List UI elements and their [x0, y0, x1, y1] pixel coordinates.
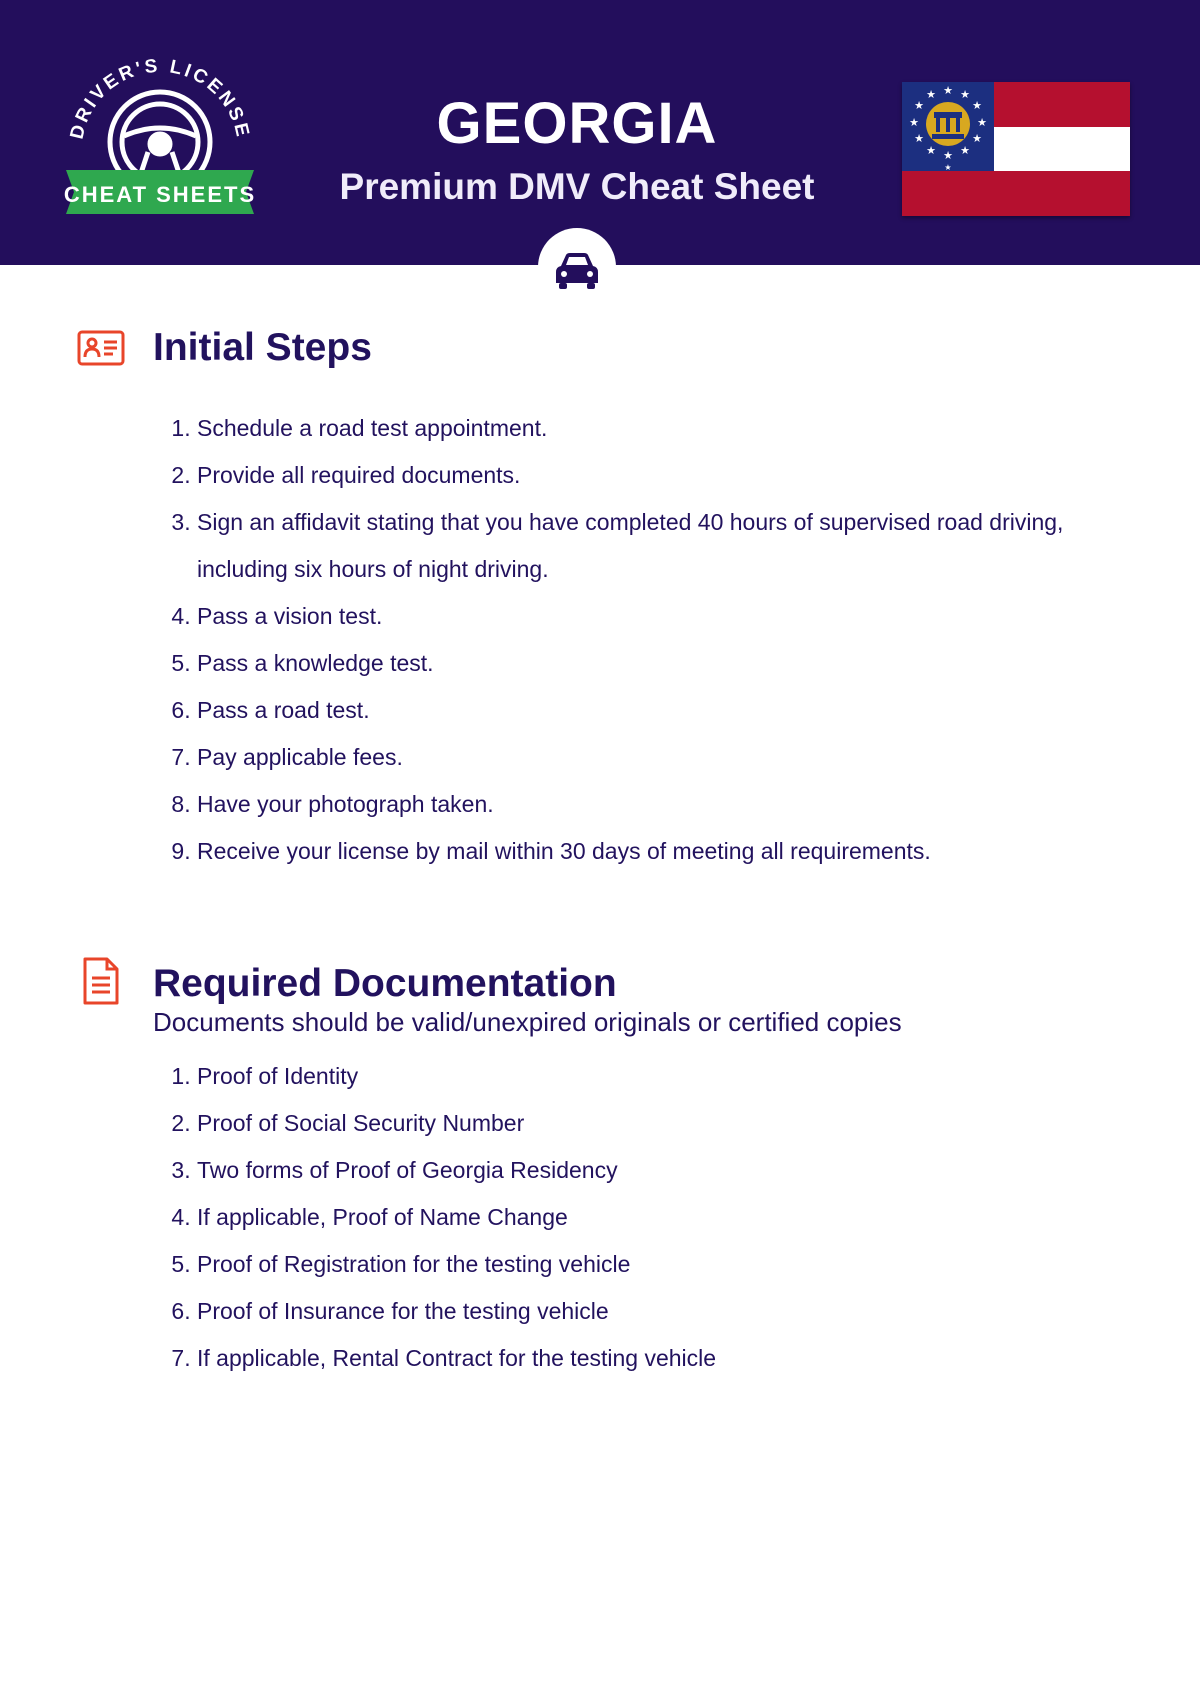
section-title-initial-steps: Initial Steps: [153, 326, 372, 369]
section-note: Documents should be valid/unexpired originals or certified copies: [153, 1007, 902, 1037]
list-item: 5. Pass a knowledge test.: [197, 640, 1097, 687]
svg-text:★: ★: [977, 116, 987, 129]
list-item: 2. Provide all required documents.: [197, 452, 1097, 499]
list-item: 2. Proof of Social Security Number: [197, 1100, 1097, 1147]
list-item: 7. If applicable, Rental Contract for the testing vehicle: [197, 1335, 1097, 1382]
initial-steps-list: [0, 405, 1097, 875]
list-item: 8. Have your photograph taken.: [197, 781, 1097, 828]
list-item: 7. Pay applicable fees.: [197, 734, 1097, 781]
list-item: 6. Pass a road test.: [197, 687, 1097, 734]
page-title: GEORGIA: [436, 91, 718, 156]
car-icon: [553, 250, 601, 290]
svg-text:★: ★: [972, 132, 982, 145]
list-item: 3. Sign an affidavit stating that you have completed 40 hours of supervised road driving, including six hours of night driving.: [197, 499, 1097, 593]
svg-text:★: ★: [960, 88, 970, 101]
svg-text:★: ★: [943, 149, 953, 162]
svg-text:★: ★: [914, 99, 924, 112]
list-item: 1. Schedule a road test appointment.: [197, 405, 1097, 452]
list-item: 4. Pass a vision test.: [197, 593, 1097, 640]
list-item: 5. Proof of Registration for the testing vehicle: [197, 1241, 1097, 1288]
svg-text:★: ★: [926, 88, 936, 101]
document-icon: [82, 956, 120, 1006]
svg-text:★: ★: [960, 144, 970, 157]
svg-text:★: ★: [926, 144, 936, 157]
id-card-icon: [77, 330, 125, 366]
logo-banner-text: CHEAT SHEETS: [63, 182, 257, 207]
car-badge: [538, 228, 616, 306]
svg-text:★: ★: [944, 163, 952, 172]
georgia-flag-icon: [902, 82, 1130, 216]
header-banner: [0, 0, 1200, 265]
section-title-required-documentation: Required Documentation: [153, 962, 617, 1005]
page-subtitle: Premium DMV Cheat Sheet: [339, 166, 815, 207]
list-item: 9. Receive your license by mail within 30 days of meeting all requirements.: [197, 828, 1097, 875]
svg-text:★: ★: [972, 99, 982, 112]
svg-text:★: ★: [914, 132, 924, 145]
required-documentation-list: [0, 1053, 1097, 1382]
svg-text:★: ★: [909, 116, 919, 129]
list-item: 1. Proof of Identity: [197, 1053, 1097, 1100]
logo-arc-text: DRIVER'S LICENSE: [66, 55, 254, 142]
svg-text:★: ★: [943, 84, 953, 97]
list-item: 4. If applicable, Proof of Name Change: [197, 1194, 1097, 1241]
list-item: 3. Two forms of Proof of Georgia Residency: [197, 1147, 1097, 1194]
list-item: 6. Proof of Insurance for the testing vehicle: [197, 1288, 1097, 1335]
